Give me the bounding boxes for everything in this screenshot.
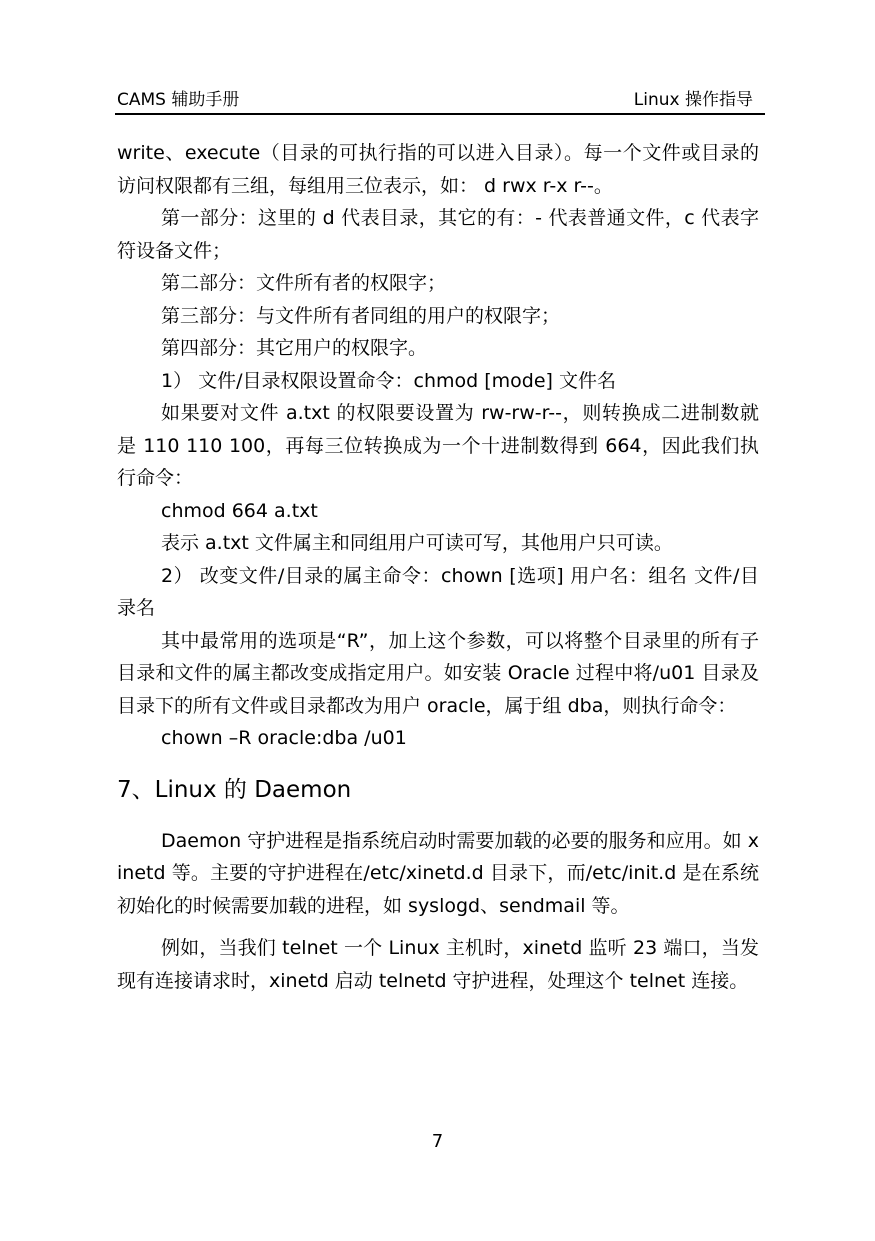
list-item-chown: 2） 改变文件/目录的属主命令：chown [选项] 用户名：组名 文件/目录名 bbox=[117, 564, 759, 619]
header-title-right: Linux 操作指导 bbox=[633, 90, 753, 110]
list-item-chmod: 1） 文件/目录权限设置命令：chmod [mode] 文件名 bbox=[161, 369, 616, 392]
paragraph-permissions-intro: write、execute（目录的可执行指的可以进入目录）。每一个文件或目录的访问权限都有三组，每组用三位表示，如： d rwx r-x r--。 bbox=[117, 142, 759, 197]
code-chown: chown –R oracle:dba /u01 bbox=[161, 727, 407, 749]
paragraph-chown-example: 其中最常用的选项是“R”，加上这个参数，可以将整个目录里的所有子目录和文件的属主都改变成指定用户。如安装 Oracle 过程中将/u01 目录及目录下的所有文件或目录都改为用户 oracle，属于组 dba，则执行命令： bbox=[117, 629, 759, 717]
paragraph-daemon-example: 例如，当我们 telnet 一个 Linux 主机时，xinetd 监听 23 端口，当发现有连接请求时，xinetd 启动 telnetd 守护进程，处理这个 telnet 连接。 bbox=[117, 937, 759, 992]
section-heading-daemon: 7、Linux 的 Daemon bbox=[117, 776, 352, 803]
header-divider bbox=[115, 113, 765, 115]
paragraph-part-one: 第一部分：这里的 d 代表目录，其它的有：- 代表普通文件，c 代表字符设备文件； bbox=[117, 207, 759, 262]
paragraph-part-two: 第二部分：文件所有者的权限字； bbox=[161, 272, 447, 294]
paragraph-daemon-intro: Daemon 守护进程是指系统启动时需要加载的必要的服务和应用。如 xinetd 等。主要的守护进程在/etc/xinetd.d 目录下，而/etc/init.d 是在系统初始化的时候需要加载的进程，如 syslogd、sendmail 等。 bbox=[117, 829, 759, 917]
page-number: 7 bbox=[431, 1131, 444, 1152]
header-title-left: CAMS 辅助手册 bbox=[117, 90, 240, 110]
paragraph-chmod-example: 如果要对文件 a.txt 的权限要设置为 rw-rw-r--，则转换成二进制数就是 110 110 100，再每三位转换成为一个十进制数得到 664，因此我们执行命令： bbox=[117, 402, 759, 489]
paragraph-part-three: 第三部分：与文件所有者同组的用户的权限字； bbox=[161, 304, 561, 327]
paragraph-chmod-result: 表示 a.txt 文件属主和同组用户可读可写，其他用户只可读。 bbox=[161, 532, 673, 554]
code-chmod: chmod 664 a.txt bbox=[161, 499, 318, 522]
paragraph-part-four: 第四部分：其它用户的权限字。 bbox=[161, 337, 428, 359]
page-body bbox=[117, 137, 759, 997]
